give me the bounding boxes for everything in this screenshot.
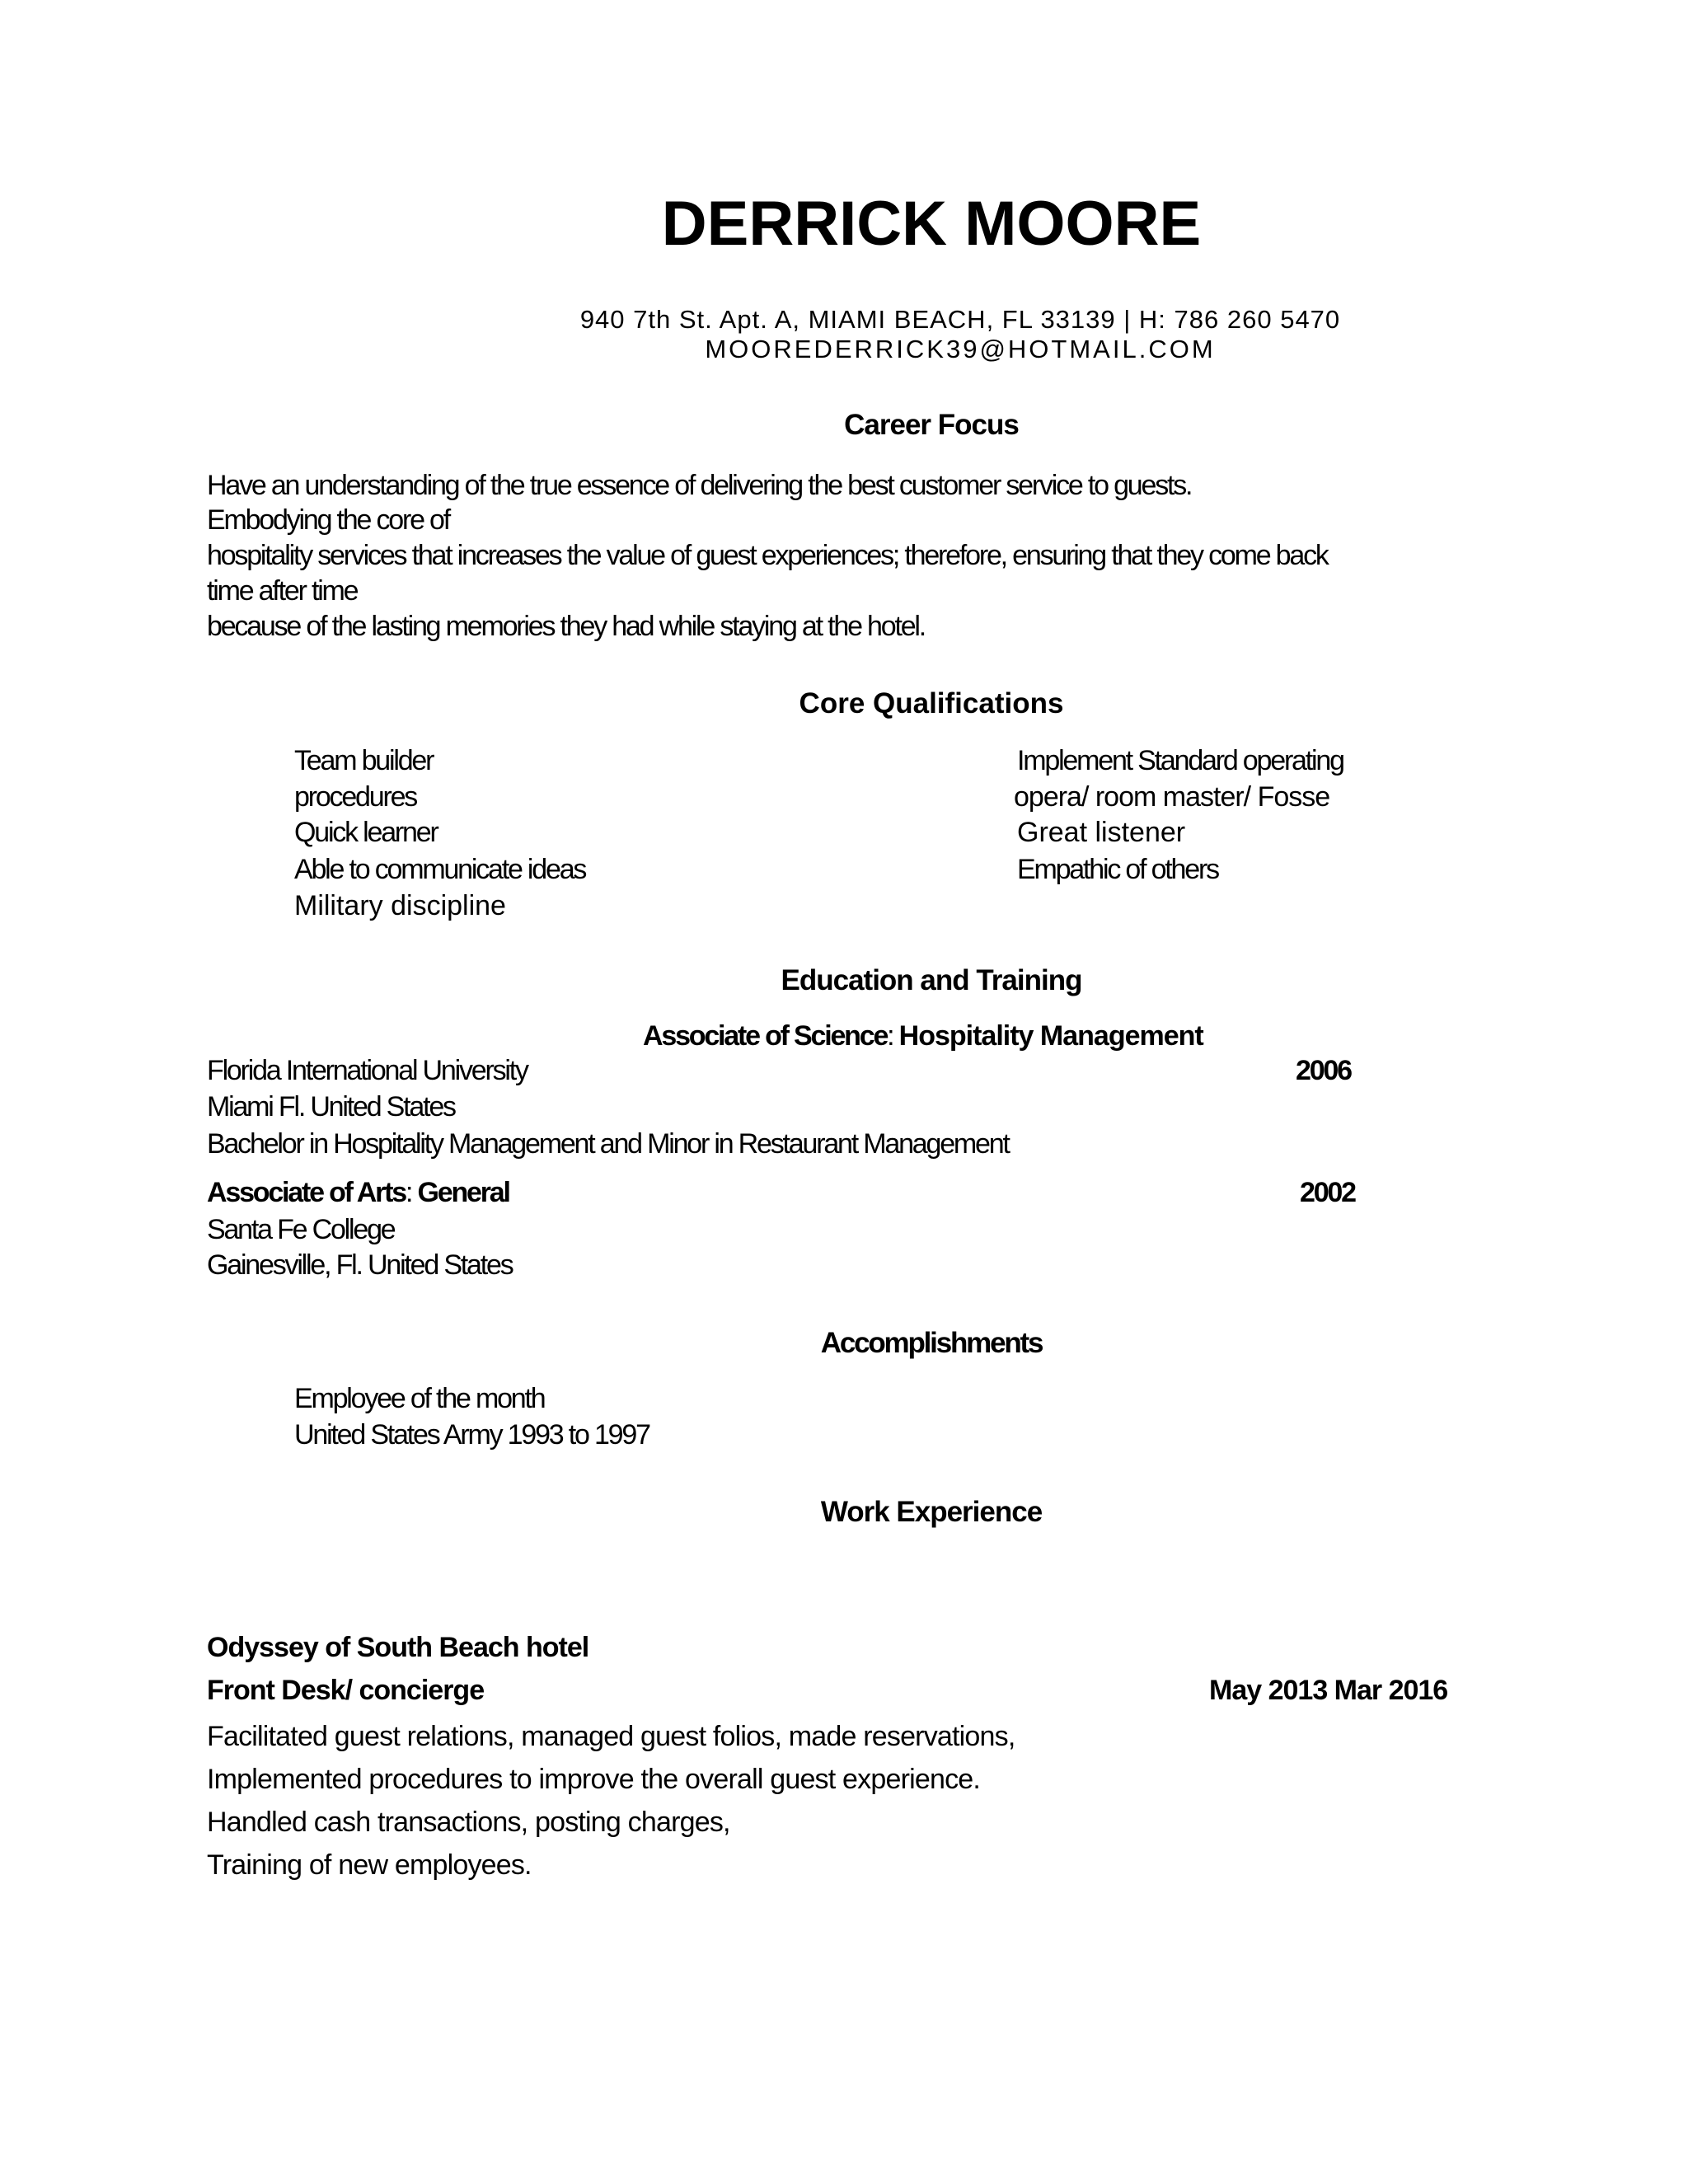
section-heading-work-experience: Work Experience (820, 1496, 1043, 1528)
section-heading-education: Education and Training (781, 964, 1082, 996)
career-focus-line: hospitality services that increases the value of guest experiences; therefore, ensuring that they come back (207, 540, 1328, 571)
degree-year: 2006 (1296, 1055, 1351, 1086)
job-duty: Handled cash transactions, posting charges, (207, 1807, 730, 1838)
career-focus-line: time after time (207, 575, 358, 607)
qualification-item: opera/ room master/ Fosse (1014, 781, 1330, 813)
contact-address-phone: 940 7th St. Apt. A, MIAMI BEACH, FL 33139 | H: 786 260 5470 (579, 305, 1341, 334)
school-location: Gainesville, Fl. United States (207, 1249, 513, 1281)
job-duty: Facilitated guest relations, managed guest folios, made reservations, (207, 1721, 1015, 1752)
career-focus-line: because of the lasting memories they had while staying at the hotel. (207, 611, 925, 642)
section-heading-core-qualifications: Core Qualifications (799, 687, 1064, 719)
degree-field: Hospitality Management (898, 1020, 1203, 1052)
career-focus-line: Embodying the core of (207, 504, 449, 536)
degree-heading: Associate of Science: Hospitality Management (643, 1020, 1203, 1052)
degree-year: 2002 (1300, 1177, 1355, 1208)
qualification-item: Quick learner (294, 817, 438, 848)
section-heading-career-focus: Career Focus (844, 409, 1019, 441)
job-duty: Implemented procedures to improve the overall guest experience. (207, 1764, 981, 1795)
contact-email: MOOREDERRICK39@HOTMAIL.COM (705, 335, 1216, 363)
degree-label: Associate of Science (643, 1020, 888, 1052)
job-dates: May 2013 Mar 2016 (1209, 1675, 1448, 1706)
qualification-item: Great listener (1017, 817, 1186, 848)
job-title: Front Desk/ concierge (207, 1675, 485, 1706)
accomplishment-item: United States Army 1993 to 1997 (294, 1419, 649, 1451)
employer-name: Odyssey of South Beach hotel (207, 1632, 589, 1663)
school-name: Santa Fe College (207, 1214, 395, 1245)
qualification-item: Team builder (294, 745, 434, 776)
degree-heading: Associate of Arts: General (207, 1177, 509, 1208)
qualification-item: Military discipline (294, 890, 506, 921)
school-location: Miami Fl. United States (207, 1091, 455, 1122)
resume-name: DERRICK MOORE (661, 189, 1202, 259)
qualification-item: Implement Standard operating (1017, 745, 1343, 776)
job-duty: Training of new employees. (207, 1849, 532, 1881)
degree-field: General (417, 1177, 509, 1208)
school-name: Florida International University (207, 1055, 528, 1086)
qualification-item: procedures (294, 781, 417, 813)
career-focus-line: Have an understanding of the true essence of delivering the best customer service to guests. (207, 470, 1192, 501)
qualification-item: Empathic of others (1017, 854, 1218, 885)
section-heading-accomplishments: Accomplishments (820, 1327, 1043, 1359)
accomplishment-item: Employee of the month (294, 1383, 545, 1414)
degree-note: Bachelor in Hospitality Management and Minor in Restaurant Management (207, 1128, 1009, 1160)
degree-label: Associate of Arts (207, 1177, 406, 1208)
qualification-item: Able to communicate ideas (294, 854, 586, 885)
